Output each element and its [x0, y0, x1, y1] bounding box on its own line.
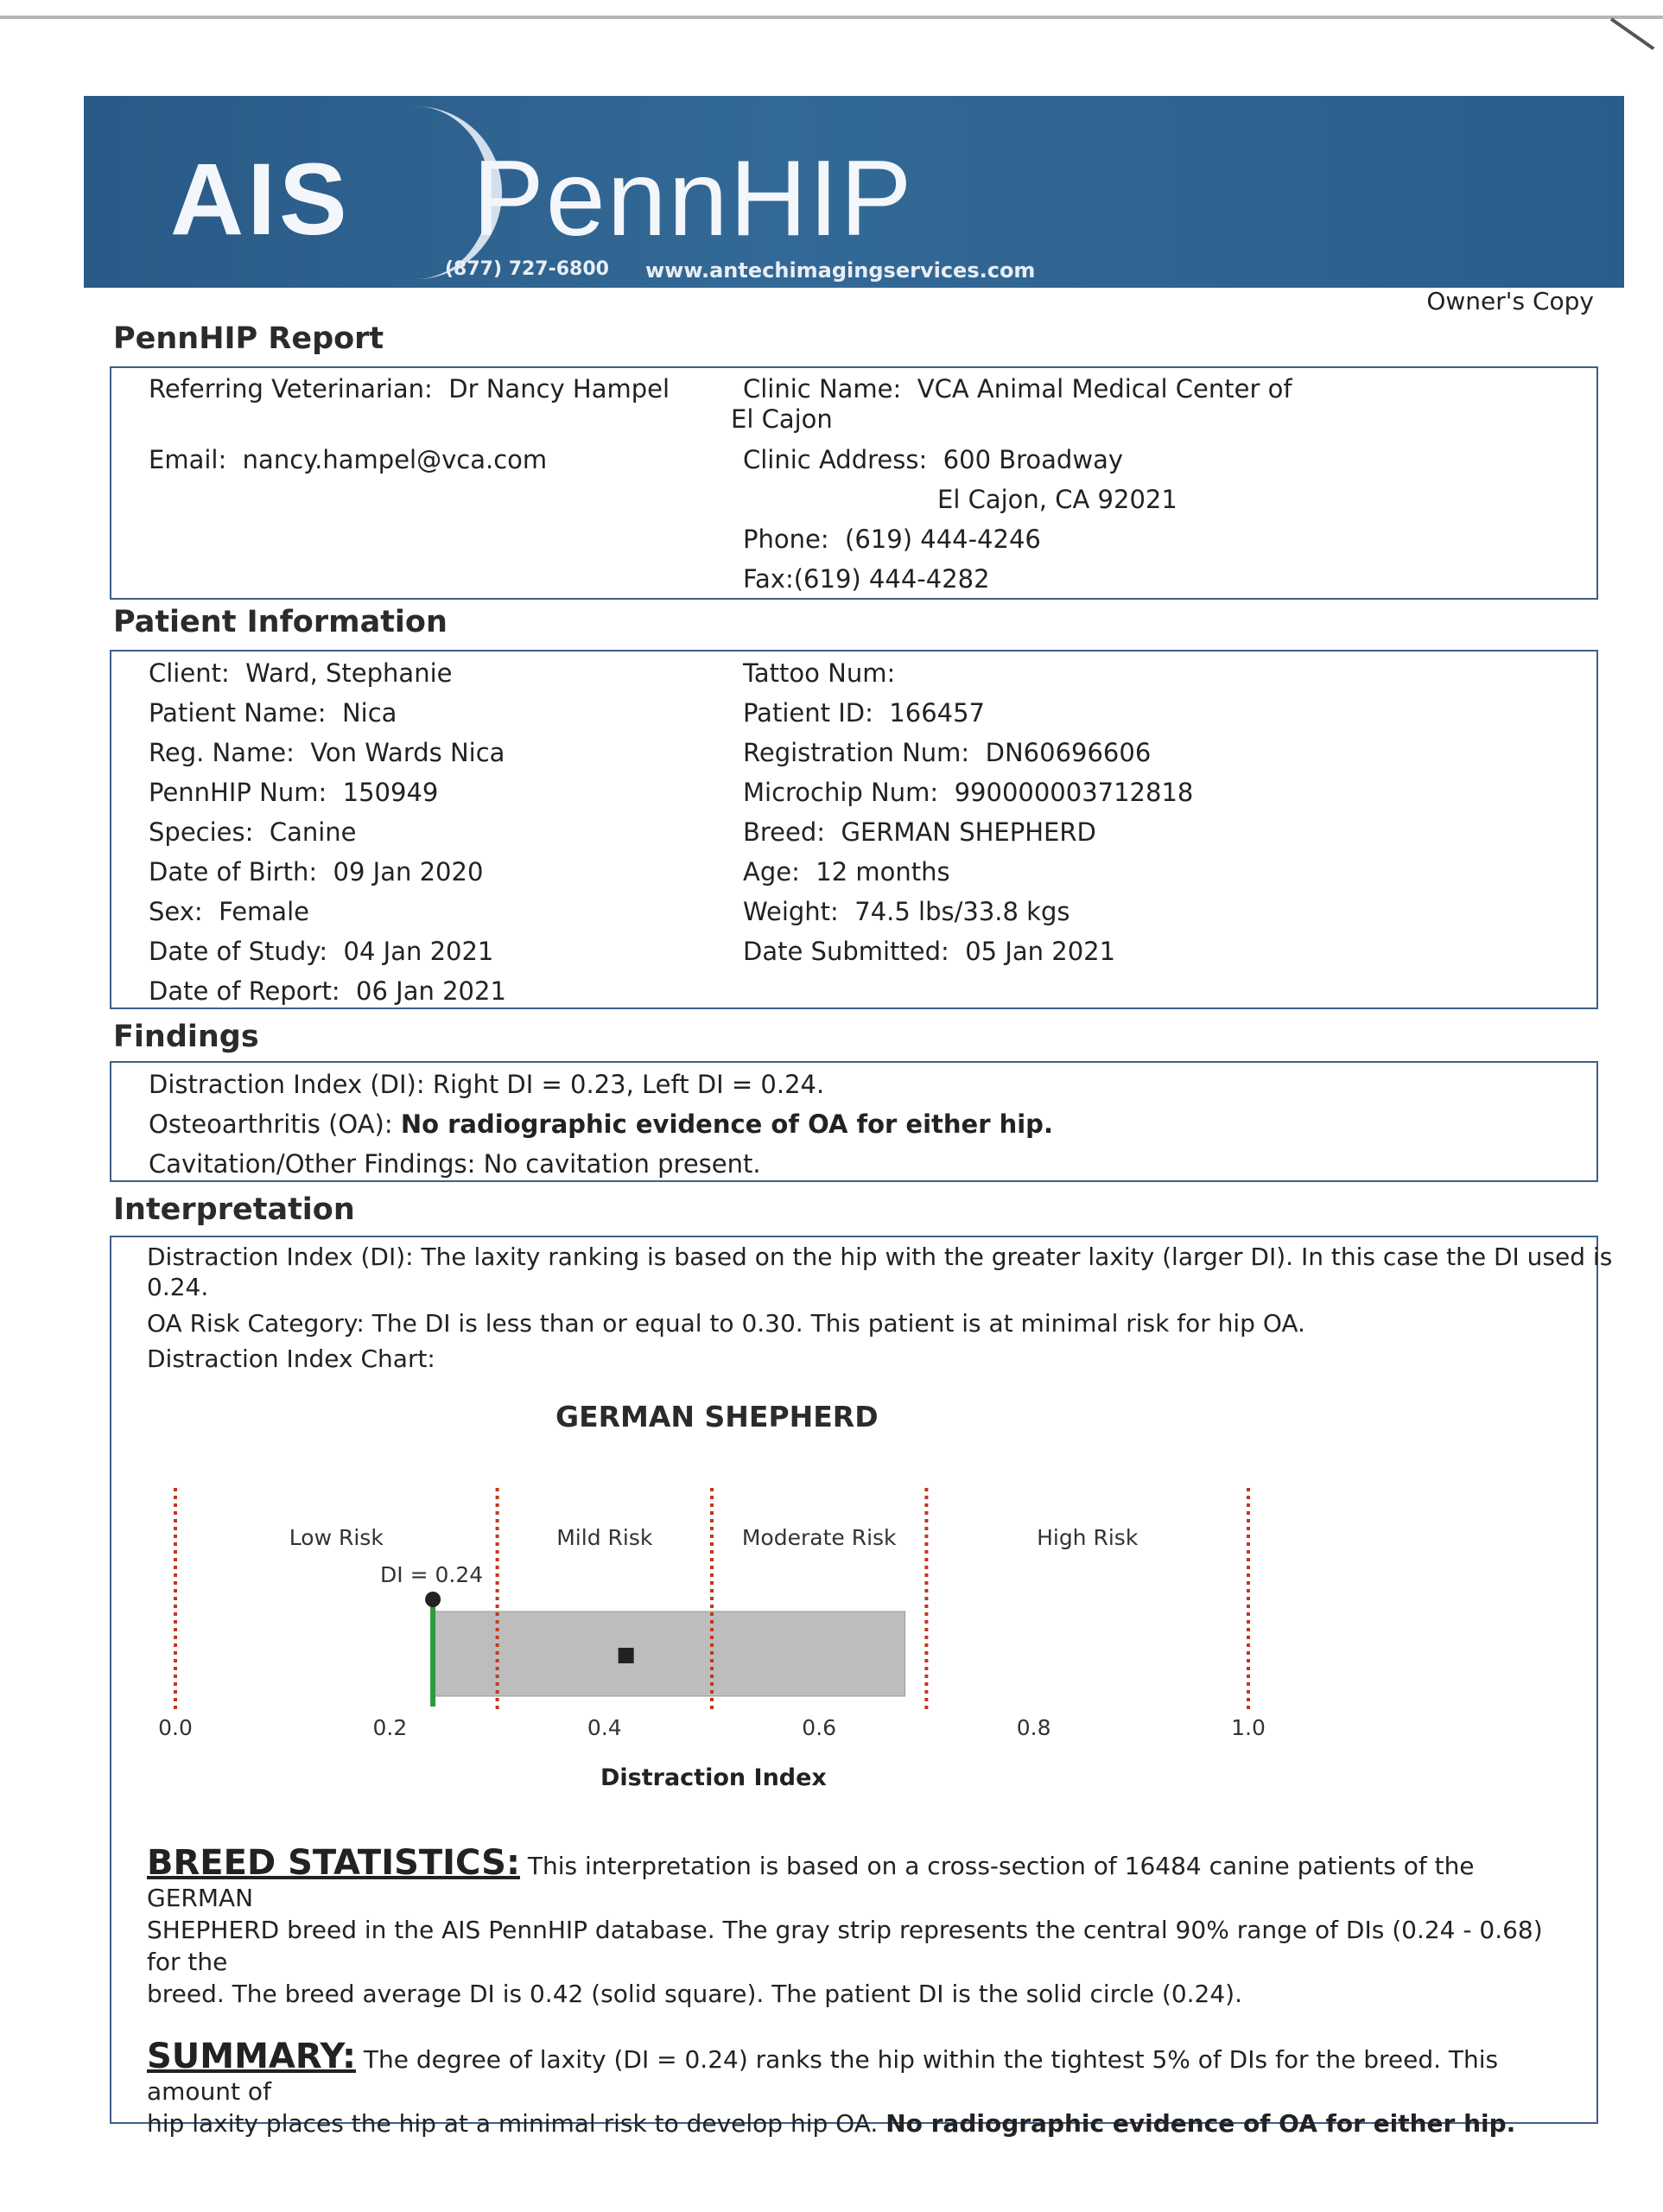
left-value: 04 Jan 2021	[343, 937, 494, 966]
interp-chart-label: Distraction Index Chart:	[147, 1344, 435, 1373]
right-value: DN60696606	[985, 738, 1152, 767]
clinic-fax	[743, 564, 990, 594]
breed-statistics-line-2: SHEPHERD breed in the AIS PennHIP database. The gray strip represents the central 90% range of DIs (0.24 - 0.68) for the	[147, 1916, 1543, 1976]
findings-oa-value: No radiographic evidence of OA for either hip.	[400, 1109, 1053, 1139]
right-label: Patient ID:	[743, 698, 873, 728]
summary	[147, 2037, 1581, 2139]
zone-label: High Risk	[1037, 1525, 1139, 1550]
left-value: Nica	[341, 698, 397, 728]
right-label: Date Submitted:	[743, 937, 949, 966]
left-row	[149, 658, 452, 688]
scan-corner-mark	[1610, 17, 1654, 50]
header-website: www.antechimagingservices.com	[645, 258, 1036, 283]
left-value: Female	[219, 897, 309, 926]
left-value: Ward, Stephanie	[245, 658, 453, 688]
header-banner	[84, 96, 1624, 288]
logo-pennhip: PennHIP	[473, 139, 914, 258]
left-row	[149, 857, 483, 887]
email-value: nancy.hampel@vca.com	[242, 445, 548, 474]
left-value: 09 Jan 2020	[333, 857, 484, 887]
right-row	[743, 698, 985, 728]
right-row	[743, 857, 950, 887]
x-tick-label: 0.4	[587, 1715, 622, 1740]
interp-di-line-2: 0.24.	[147, 1273, 209, 1301]
report-section-title: PennHIP Report	[113, 321, 384, 356]
left-row	[149, 817, 357, 847]
left-label: Sex:	[149, 897, 203, 926]
summary-line-2-bold: No radiographic evidence of OA for either hip.	[885, 2109, 1516, 2138]
right-value: 990000003712818	[954, 778, 1194, 807]
right-row	[743, 658, 903, 688]
right-value: 74.5 lbs/33.8 kgs	[854, 897, 1070, 926]
left-row	[149, 897, 309, 926]
summary-line-1: The degree of laxity (DI = 0.24) ranks the hip within the tightest 5% of DIs for the breed. This amount of	[147, 2045, 1499, 2106]
right-value: GERMAN SHEPHERD	[841, 817, 1096, 847]
interp-di-line-1: Distraction Index (DI): The laxity ranking is based on the hip with the greater laxity (larger DI). In this case the DI used is	[147, 1243, 1613, 1271]
interpretation-section-title: Interpretation	[113, 1192, 355, 1227]
clinic-address-label: Clinic Address:	[743, 445, 928, 474]
zone-label: Moderate Risk	[741, 1525, 897, 1550]
x-tick-label: 0.2	[372, 1715, 408, 1740]
fax-label: Fax:	[743, 564, 794, 594]
left-label: Species:	[149, 817, 254, 847]
right-value: 05 Jan 2021	[965, 937, 1116, 966]
right-row	[743, 738, 1151, 767]
owners-copy-label: Owner's Copy	[1426, 287, 1594, 315]
right-label: Weight:	[743, 897, 839, 926]
x-tick-label: 0.6	[802, 1715, 837, 1740]
header-phone: (877) 727-6800	[445, 258, 609, 280]
left-value: Von Wards Nica	[310, 738, 505, 767]
summary-line-2: hip laxity places the hip at a minimal risk to develop hip OA.	[147, 2109, 879, 2138]
left-row	[149, 778, 438, 807]
findings-di: Distraction Index (DI): Right DI = 0.23, Left DI = 0.24.	[149, 1070, 825, 1099]
left-value: Canine	[269, 817, 357, 847]
ref-vet-label: Referring Veterinarian:	[149, 374, 433, 404]
clinic-phone	[743, 524, 1041, 554]
left-label: Date of Report:	[149, 976, 340, 1006]
phone-value: (619) 444-4246	[845, 524, 1041, 554]
referring-vet	[149, 374, 670, 404]
clinic-address	[743, 445, 1123, 474]
breed-statistics-line-1: This interpretation is based on a cross-section of 16484 canine patients of the GERMAN	[147, 1852, 1475, 1912]
right-label: Registration Num:	[743, 738, 970, 767]
left-value: 06 Jan 2021	[356, 976, 506, 1006]
x-tick-label: 1.0	[1231, 1715, 1266, 1740]
chart-title: GERMAN SHEPHERD	[555, 1400, 879, 1433]
logo-ais: AIS	[170, 143, 351, 257]
left-row	[149, 698, 397, 728]
interp-oa-risk: OA Risk Category: The DI is less than or equal to 0.30. This patient is at minimal risk for hip OA.	[147, 1309, 1305, 1338]
left-label: Date of Birth:	[149, 857, 318, 887]
left-row	[149, 976, 506, 1006]
left-row	[149, 937, 493, 966]
patient-section-title: Patient Information	[113, 605, 447, 639]
left-label: Client:	[149, 658, 230, 688]
left-row	[149, 738, 505, 767]
right-row	[743, 778, 1193, 807]
clinic-name	[743, 374, 1292, 404]
clinic-name-cont: El Cajon	[731, 404, 833, 434]
clinic-name-label: Clinic Name:	[743, 374, 902, 404]
right-value: 12 months	[816, 857, 950, 887]
left-label: PennHIP Num:	[149, 778, 327, 807]
clinic-name-value: VCA Animal Medical Center of	[917, 374, 1292, 404]
patient-di-label: DI = 0.24	[380, 1562, 484, 1587]
right-label: Microchip Num:	[743, 778, 939, 807]
right-label: Breed:	[743, 817, 826, 847]
breed-statistics	[147, 1843, 1581, 2010]
x-tick-label: 0.8	[1016, 1715, 1051, 1740]
left-label: Patient Name:	[149, 698, 327, 728]
right-label: Age:	[743, 857, 800, 887]
right-value: 166457	[889, 698, 986, 728]
scan-edge-line	[0, 16, 1663, 19]
breed-statistics-line-3: breed. The breed average DI is 0.42 (solid square). The patient DI is the solid circle (0.24).	[147, 1980, 1242, 2008]
findings-cavitation: Cavitation/Other Findings: No cavitation present.	[149, 1149, 761, 1179]
clinic-address-city: El Cajon, CA 92021	[937, 485, 1177, 514]
findings-section-title: Findings	[113, 1020, 259, 1054]
summary-heading: SUMMARY:	[147, 2037, 356, 2076]
findings-oa-label: Osteoarthritis (OA):	[149, 1109, 393, 1139]
findings-oa	[149, 1109, 1053, 1139]
left-label: Date of Study:	[149, 937, 328, 966]
email	[149, 445, 547, 474]
right-label: Tattoo Num:	[743, 658, 896, 688]
right-row	[743, 937, 1115, 966]
email-label: Email:	[149, 445, 227, 474]
zone-label: Low Risk	[289, 1525, 384, 1550]
ref-vet-value: Dr Nancy Hampel	[448, 374, 670, 404]
right-row	[743, 817, 1096, 847]
left-label: Reg. Name:	[149, 738, 295, 767]
phone-label: Phone:	[743, 524, 829, 554]
clinic-address-value: 600 Broadway	[943, 445, 1123, 474]
breed-statistics-heading: BREED STATISTICS:	[147, 1843, 520, 1883]
left-value: 150949	[342, 778, 439, 807]
fax-value: (619) 444-4282	[793, 564, 990, 594]
chart-x-axis-label: Distraction Index	[600, 1764, 827, 1791]
zone-label: Mild Risk	[556, 1525, 653, 1550]
x-tick-label: 0.0	[158, 1715, 193, 1740]
right-row	[743, 897, 1070, 926]
